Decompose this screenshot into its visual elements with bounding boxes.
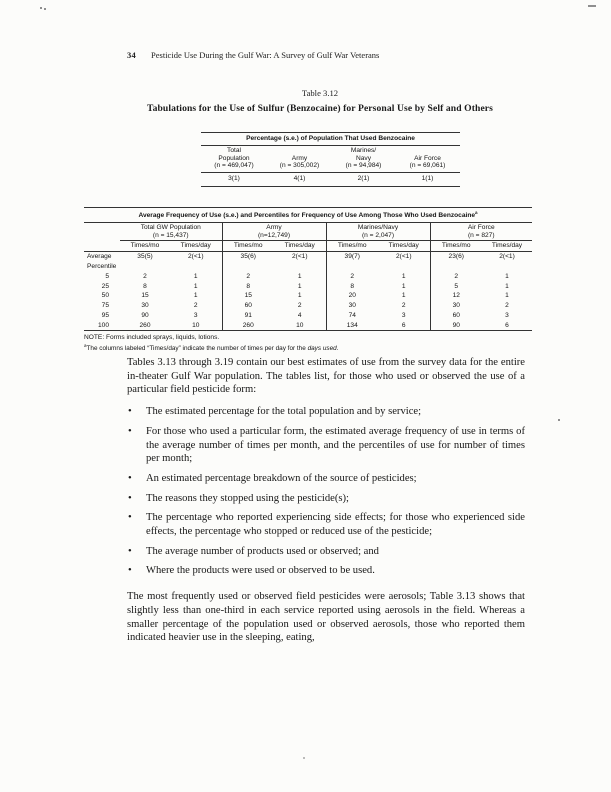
cell: 4 — [297, 311, 302, 319]
cell: 15 — [141, 292, 149, 300]
caption-text: Average Frequency of Use (s.e.) and Percentiles for Frequency of Use Among Those Who Used Benzocaine — [138, 212, 476, 220]
cell: 30 — [430, 301, 482, 311]
subheader: Times/day — [482, 241, 532, 252]
cell — [378, 262, 430, 272]
cell: 8 — [326, 282, 378, 292]
list-item — [127, 492, 525, 506]
cell: 60 — [430, 311, 482, 321]
bullet-icon: • — [128, 565, 132, 577]
table1-value: 3(1) — [201, 173, 267, 187]
cell: 3 — [193, 311, 198, 319]
caption-superscript: a — [475, 210, 478, 215]
cell: 1 — [193, 272, 198, 280]
table1-value: 4(1) — [267, 173, 332, 187]
frequency-table-block — [84, 207, 531, 353]
cell — [326, 262, 378, 272]
scan-artifact — [588, 5, 596, 7]
cell: 1 — [505, 272, 509, 280]
table2-data-row — [84, 301, 532, 311]
cell: 260 — [222, 321, 274, 331]
subheader: Times/day — [170, 241, 222, 252]
table2-note: NOTE: Forms included sprays, liquids, lotions. — [84, 334, 220, 342]
cell: 90 — [430, 321, 482, 331]
cell: 2(<1) — [187, 253, 204, 261]
cell: 2 — [193, 302, 198, 310]
paragraph: The most frequently used or observed field pesticides were aerosols; Table 3.13 shows that slightly less than one-third in each service reported using aerosols in the field. Whereas a smaller percentage of the population used or observed aerosols, those who reported them indicated heavier use in the sleeping, eating, — [127, 591, 525, 644]
cell: 35(5) — [137, 253, 153, 261]
cell: 6 — [482, 321, 532, 331]
list-item — [127, 405, 525, 419]
subheader: Times/mo — [326, 241, 378, 252]
footnote-italic-text: days used. — [307, 345, 339, 353]
bullet-text: The estimated percentage for the total population and by service; — [146, 406, 422, 418]
table2-data-row — [84, 311, 532, 321]
group-n: (n = 827) — [467, 231, 495, 239]
table2-data-row — [84, 272, 532, 282]
bullet-text: The reasons they stopped using the pesticide(s); — [146, 492, 349, 504]
bullet-text: The percentage who reported experiencing side effects; for those who experienced side effects, the percentage who stopped or reduced use of the pesticide; — [146, 512, 525, 538]
header-line: Marines/ — [350, 146, 377, 154]
percentage-used-table — [201, 132, 460, 187]
list-item — [127, 425, 525, 466]
bullet-icon: • — [128, 406, 132, 418]
table1-col-header-marines-navy — [332, 145, 395, 172]
bullet-icon: • — [128, 492, 132, 504]
group-header-air-force — [430, 222, 532, 241]
subheader: Times/mo — [430, 241, 482, 252]
table2-caption — [84, 208, 532, 223]
header-line: Total — [227, 146, 241, 154]
group-header-total-gw — [120, 222, 222, 241]
group-name: Army — [266, 223, 282, 231]
table2-data-row — [84, 321, 532, 331]
cell: 2 — [326, 272, 378, 282]
bullet-text: The average number of products used or observed; and — [146, 545, 379, 557]
empty-cell — [84, 241, 120, 252]
scan-artifact — [558, 419, 560, 421]
cell: 60 — [222, 301, 274, 311]
bullet-icon: • — [128, 472, 132, 484]
cell — [274, 262, 326, 272]
table1-col-header-army — [267, 145, 332, 172]
cell: 23(6) — [430, 252, 482, 262]
cell: 1 — [193, 292, 198, 300]
cell — [222, 262, 274, 272]
subheader: Times/mo — [120, 241, 170, 252]
header-line: Navy — [355, 154, 372, 162]
table1-caption-row — [201, 133, 460, 146]
cell — [120, 262, 170, 272]
cell — [170, 262, 222, 272]
bullet-text: An estimated percentage breakdown of the source of pesticides; — [146, 472, 417, 484]
row-label: 75 — [101, 302, 109, 310]
header-line: (n = 94,984) — [345, 162, 382, 170]
cell: 260 — [120, 321, 170, 331]
body-text-column — [127, 356, 525, 645]
cell: 30 — [326, 301, 378, 311]
row-label: 50 — [101, 292, 109, 300]
group-name: Air Force — [467, 223, 495, 231]
cell: 2 — [297, 302, 302, 310]
cell: 15 — [222, 291, 274, 301]
table2-data-row — [84, 291, 532, 301]
cell: 91 — [222, 311, 274, 321]
cell: 12 — [430, 291, 482, 301]
cell: 1 — [401, 292, 406, 300]
table2-data-row — [84, 282, 532, 292]
row-label: Percentile — [87, 263, 117, 271]
row-label: 25 — [101, 282, 109, 290]
group-n: (n = 2,047) — [361, 231, 395, 239]
cell: 134 — [326, 321, 378, 331]
cell: 30 — [141, 302, 149, 310]
subheader: Times/day — [378, 241, 430, 252]
table1-values-row — [201, 173, 460, 187]
cell: 2 — [143, 272, 147, 280]
subheader: Times/mo — [222, 241, 274, 252]
cell — [430, 262, 482, 272]
list-item — [127, 511, 525, 538]
cell: 20 — [326, 291, 378, 301]
cell: 5 — [430, 282, 482, 292]
group-header-army — [222, 222, 326, 241]
cell: 6 — [378, 321, 430, 331]
cell: 1 — [505, 292, 509, 300]
list-item — [127, 564, 525, 578]
group-name: Total GW Population — [140, 223, 201, 231]
cell: 74 — [326, 311, 378, 321]
table1-col-header-air-force — [395, 145, 460, 172]
bullet-icon: • — [128, 512, 132, 524]
scan-artifact — [40, 7, 42, 9]
frequency-of-use-table — [84, 207, 532, 331]
table2-row-average — [84, 252, 532, 262]
bullet-text: For those who used a particular form, the estimated average frequency of use in terms of the average number of times per month, and the percentiles of use for number of times per month; — [146, 425, 525, 465]
cell: 8 — [222, 282, 274, 292]
list-item — [127, 545, 525, 559]
header-line: (n = 305,002) — [279, 162, 320, 170]
table2-group-header-row — [84, 222, 532, 241]
paragraph: Tables 3.13 through 3.19 contain our best estimates of use from the survey data for the entire in-theater Gulf War population. The tables list, for those who used or observed the use of a particular field pesticide form: — [127, 357, 525, 396]
cell: 2 — [401, 302, 406, 310]
running-title: Pesticide Use During the Gulf War: A Survey of Gulf War Veterans — [151, 50, 380, 60]
row-label: Average — [87, 253, 112, 261]
cell: 2(<1) — [395, 253, 412, 261]
table1-value: 2(1) — [332, 173, 395, 187]
cell: 2(<1) — [291, 253, 308, 261]
table2-footnote — [84, 343, 531, 352]
group-header-marines-navy — [326, 222, 430, 241]
cell: 2 — [222, 272, 274, 282]
table1-value: 1(1) — [395, 173, 460, 187]
table-number-label: Table 3.12 — [301, 88, 339, 98]
cell: 1 — [297, 292, 302, 300]
row-label: 5 — [105, 272, 109, 280]
cell: 10 — [170, 321, 222, 331]
page-number: 34 — [127, 50, 136, 60]
cell: 2 — [430, 272, 482, 282]
subheader: Times/day — [274, 241, 326, 252]
table1-col-header-total — [201, 145, 267, 172]
cell: 1 — [193, 282, 198, 290]
scan-artifact — [44, 8, 46, 10]
row-label: 100 — [84, 321, 120, 331]
cell: 1 — [297, 282, 302, 290]
empty-cell — [84, 222, 120, 241]
table2-caption-row — [84, 208, 532, 223]
header-line: Air Force — [414, 154, 441, 162]
header-line: Army — [291, 154, 308, 162]
table-title: Tabulations for the Use of Sulfur (Benzocaine) for Personal Use by Self and Others — [146, 103, 494, 114]
cell: 10 — [274, 321, 326, 331]
cell: 2(<1) — [499, 253, 515, 261]
table2-subheader-row — [84, 241, 532, 252]
cell: 3 — [401, 311, 406, 319]
cell: 3 — [505, 311, 509, 319]
header-line: (n = 69,061) — [409, 162, 446, 170]
scan-artifact — [303, 757, 305, 759]
cell: 1 — [505, 282, 509, 290]
bullet-list — [127, 405, 525, 578]
cell: 1 — [401, 272, 406, 280]
header-line: Population — [218, 154, 250, 162]
footnote-marker: a — [84, 343, 87, 349]
cell: 1 — [401, 282, 406, 290]
group-n: (n = 15,437) — [152, 231, 189, 239]
cell: 1 — [297, 272, 302, 280]
cell: 8 — [143, 282, 147, 290]
page-header — [127, 50, 379, 60]
cell — [482, 262, 532, 272]
cell: 35(6) — [222, 252, 274, 262]
row-label: 95 — [101, 311, 109, 319]
list-item — [127, 472, 525, 486]
table1-caption: Percentage (s.e.) of Population That Used Benzocaine — [201, 133, 460, 146]
footnote-text: The columns labeled “Times/day” indicate the number of times per day for the — [86, 345, 308, 353]
header-line: (n = 469,047) — [214, 162, 254, 170]
cell: 39(7) — [326, 252, 378, 262]
table2-row-percentile — [84, 262, 532, 272]
bullet-icon: • — [128, 545, 132, 557]
bullet-text: Where the products were used or observed to be used. — [146, 565, 375, 577]
bullet-icon: • — [128, 425, 132, 437]
cell: 2 — [505, 302, 509, 310]
group-n: (n=12,749) — [257, 231, 291, 239]
table1-header-row — [201, 145, 460, 172]
group-name: Marines/Navy — [357, 223, 399, 231]
cell: 90 — [141, 311, 149, 319]
